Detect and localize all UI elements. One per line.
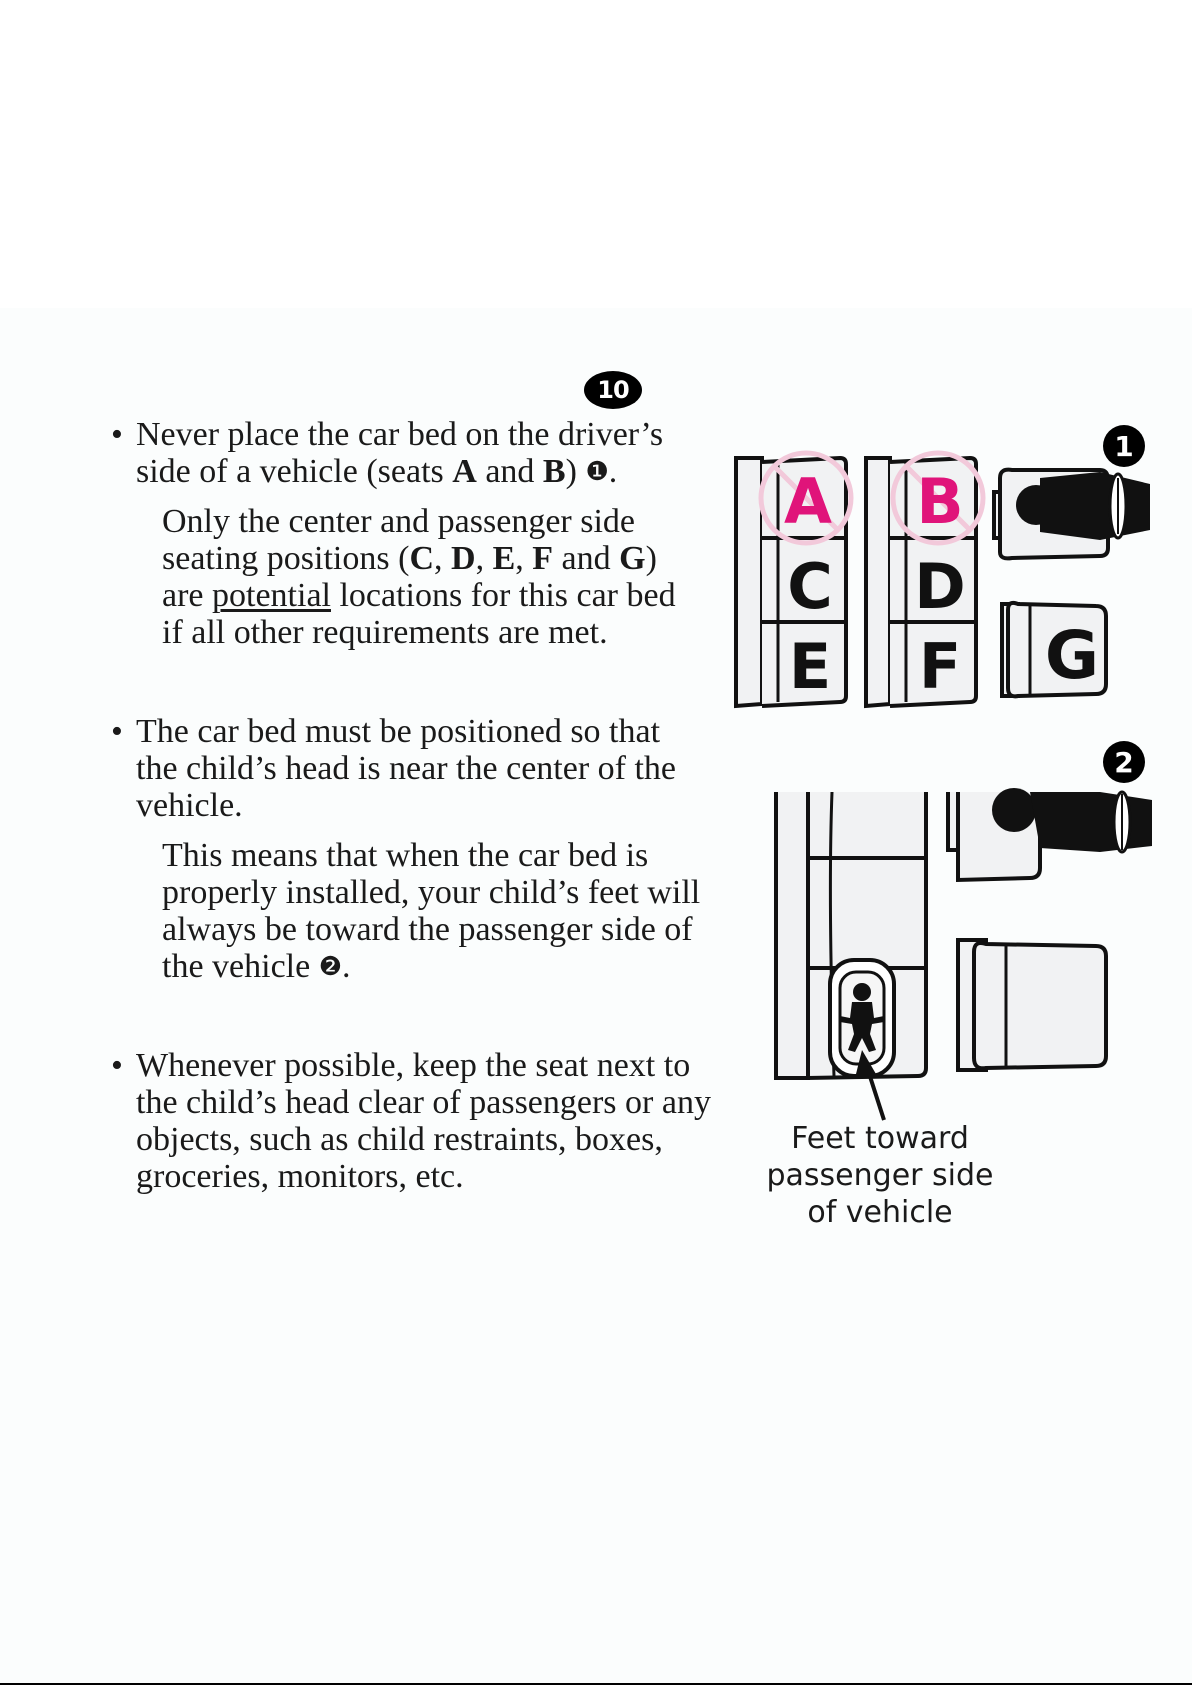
caption-line-2: passenger side: [766, 1158, 994, 1193]
emphasis-potential: potential: [212, 577, 331, 614]
bullet-2-line-1: The car bed must be positioned so that: [136, 713, 661, 750]
sub-1-line-4: if all other requirements are met.: [162, 614, 608, 651]
figure-2-caption: [760, 1120, 1000, 1231]
caption-line-1: Feet toward: [791, 1121, 969, 1156]
svg-text:B: B: [916, 465, 964, 538]
sub-2-line-4: the vehicle ❷.: [162, 948, 351, 985]
caption-line-3: of vehicle: [807, 1195, 953, 1230]
svg-text:1: 1: [1114, 430, 1134, 463]
bullet-3-line-2: the child’s head clear of passengers or any: [136, 1084, 711, 1121]
front-passenger-seat: [958, 940, 1106, 1070]
bullet-dot: •: [111, 416, 123, 453]
sub-1-line-1: Only the center and passenger side: [162, 503, 635, 540]
sub-1-line-2: seating positions (C, D, E, F and G): [162, 540, 657, 577]
sub-2-line-3: always be toward the passenger side of: [162, 911, 693, 948]
bullet-3-line-4: groceries, monitors, etc.: [136, 1158, 464, 1195]
seat-label-b: B: [542, 453, 566, 490]
svg-text:A: A: [784, 465, 832, 538]
figure-2-ref: ❷: [318, 952, 343, 982]
seat-f-label: F: [918, 630, 962, 703]
bullet-3-line-1: Whenever possible, keep the seat next to: [136, 1047, 691, 1084]
seat-label-a: A: [452, 453, 477, 490]
svg-text:2: 2: [1114, 746, 1134, 779]
figure-2-number-badge: [1103, 741, 1145, 783]
sub-2-line-2: properly installed, your child’s feet will: [162, 874, 701, 911]
bullet-3-line-3: objects, such as child restraints, boxes,: [136, 1121, 663, 1158]
seat-c-label: C: [787, 550, 833, 623]
bullet-2-line-3: vehicle.: [136, 787, 243, 824]
sub-1-line-3: are potential locations for this car bed: [162, 577, 676, 614]
seat-g-label: G: [1044, 617, 1100, 694]
bullet-2-line-2: the child’s head is near the center of the: [136, 750, 676, 787]
seat-e-label: E: [788, 630, 832, 703]
sub-2-line-1: This means that when the car bed is: [162, 837, 649, 874]
bullet-1-line-1: Never place the car bed on the driver’s: [136, 416, 664, 453]
bullet-dot: •: [111, 713, 123, 750]
page-number-badge: 10: [584, 371, 642, 409]
seat-d-label: D: [914, 550, 966, 623]
figure-1-ref: ❶: [585, 457, 609, 487]
bullet-1-line-2: side of a vehicle (seats A and B) ❶.: [136, 453, 618, 490]
bullet-dot: •: [111, 1047, 123, 1084]
